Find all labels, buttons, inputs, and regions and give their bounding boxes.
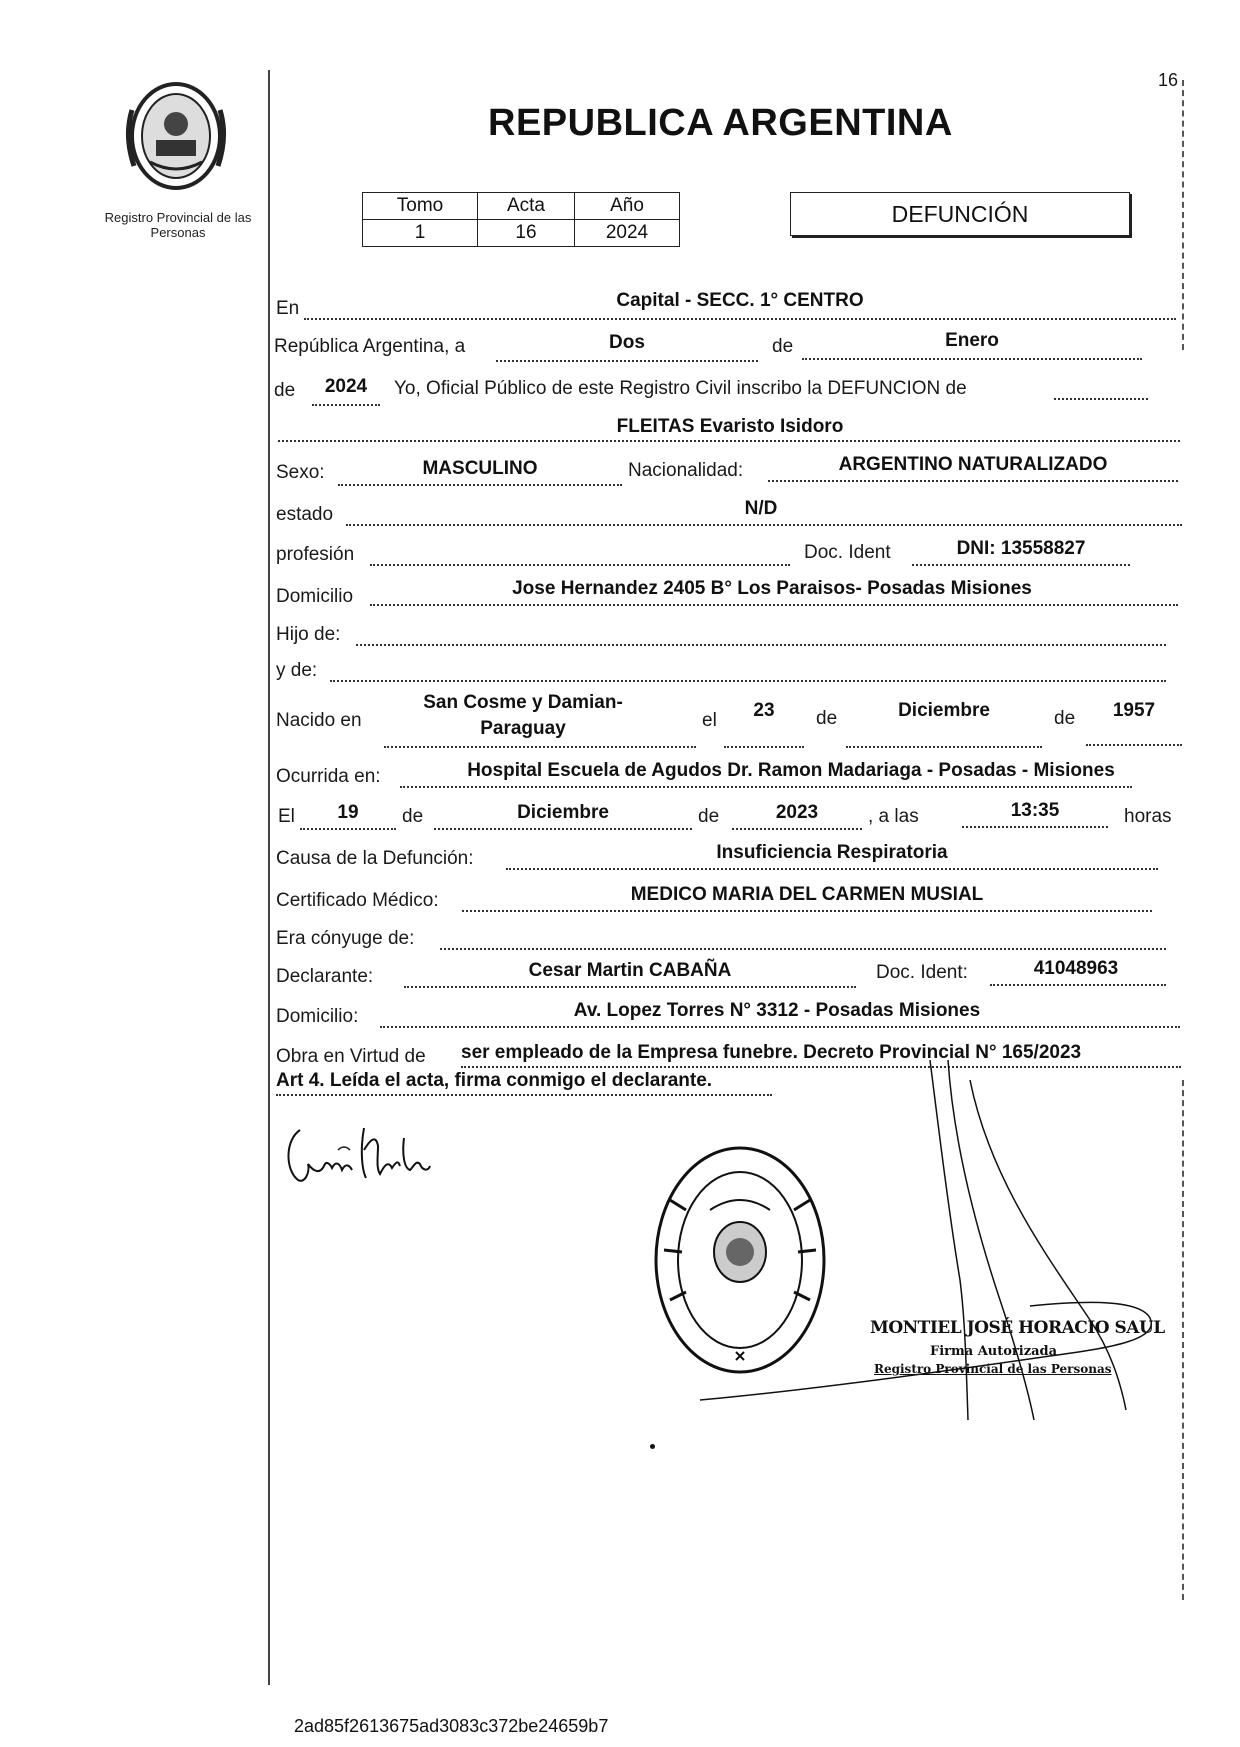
registry-name: Registro Provincial de las Personas — [104, 210, 252, 240]
dotted-line — [400, 786, 1132, 788]
value-obra-line1: ser empleado de la Empresa funebre. Decreto Provincial N° 165/2023 — [461, 1042, 1082, 1063]
header-anio: Año — [575, 193, 680, 220]
dotted-line — [846, 746, 1042, 748]
label-doc-ident: Doc. Ident — [804, 542, 891, 563]
dotted-line — [802, 358, 1142, 360]
value-death-year: 2023 — [775, 802, 819, 823]
label-certificado: Certificado Médico: — [276, 890, 439, 911]
record-table — [362, 192, 680, 247]
value-day-words: Dos — [609, 332, 645, 353]
value-cause: Insuficiencia Respiratoria — [716, 842, 948, 863]
official-name: MONTIEL JOSÉ HORACIO SAUL — [870, 1318, 1165, 1338]
dotted-line — [506, 868, 1158, 870]
label-domicilio: Domicilio — [276, 586, 354, 607]
dotted-line — [440, 948, 1166, 950]
dotted-line — [990, 984, 1166, 986]
right-margin-line — [1182, 80, 1184, 350]
dotted-line — [304, 318, 1176, 320]
label-obra: Obra en Virtud de — [276, 1046, 426, 1067]
dotted-line — [370, 604, 1178, 606]
province-seal — [120, 80, 232, 192]
label-declarante: Declarante: — [276, 966, 374, 987]
value-civil-status: N/D — [744, 498, 778, 519]
dotted-line — [356, 644, 1166, 646]
label-nacionalidad: Nacionalidad: — [628, 460, 744, 481]
label-de: de — [772, 336, 794, 357]
label-doc-ident-declarant: Doc. Ident: — [876, 962, 968, 983]
dotted-line — [768, 480, 1178, 482]
value-birthplace: San Cosme y Damian- Paraguay — [423, 692, 623, 739]
label-el: el — [702, 710, 717, 731]
value-year: 2024 — [324, 376, 368, 397]
official-office: Registro Provincial de las Personas — [874, 1362, 1112, 1376]
dotted-line — [300, 828, 396, 830]
label-de: de — [274, 380, 296, 401]
dotted-line — [462, 910, 1152, 912]
label-de: de — [698, 806, 720, 827]
value-death-time: 13:35 — [1010, 800, 1060, 821]
value-birth-day: 23 — [753, 700, 775, 721]
value-doc-ident: DNI: 13558827 — [956, 538, 1086, 559]
dotted-line — [962, 826, 1108, 828]
left-margin-line — [268, 70, 270, 1685]
value-birth-year: 1957 — [1112, 700, 1156, 721]
label-a-las: , a las — [868, 806, 919, 827]
label-de: de — [1054, 708, 1076, 729]
value-obra-line2: Art 4. Leída el acta, firma conmigo el declarante. — [276, 1070, 713, 1091]
header-acta: Acta — [478, 193, 575, 220]
label-el: El — [278, 806, 295, 827]
footer-hash: 2ad85f2613675ad3083c372be24659b7 — [294, 1716, 609, 1736]
value-anio: 2024 — [575, 220, 680, 247]
dotted-line — [732, 828, 862, 830]
value-declarant: Cesar Martin CABAÑA — [528, 960, 732, 981]
label-profesion: profesión — [276, 544, 355, 565]
value-tomo: 1 — [363, 220, 478, 247]
value-death-month: Diciembre — [517, 802, 609, 823]
value-medical-certificate: MEDICO MARIA DEL CARMEN MUSIAL — [630, 884, 984, 905]
dotted-line — [384, 746, 696, 748]
value-declarant-address: Av. Lopez Torres N° 3312 - Posadas Misiones — [573, 1000, 981, 1021]
label-de: de — [402, 806, 424, 827]
label-causa: Causa de la Defunción: — [276, 848, 474, 869]
official-role: Firma Autorizada — [930, 1344, 1058, 1359]
stray-dot — [650, 1444, 655, 1449]
value-birth-month: Diciembre — [898, 700, 990, 721]
label-de: de — [816, 708, 838, 729]
value-place: Capital - SECC. 1° CENTRO — [616, 290, 864, 311]
value-address: Jose Hernandez 2405 B° Los Paraisos- Posadas Misiones — [512, 578, 1032, 599]
value-acta: 16 — [478, 220, 575, 247]
label-hijo-de: Hijo de: — [276, 624, 341, 645]
dotted-line — [330, 680, 1166, 682]
dotted-line — [496, 360, 758, 362]
value-declarant-doc: 41048963 — [1033, 958, 1119, 979]
value-death-day: 19 — [337, 802, 359, 823]
value-sex: MASCULINO — [422, 458, 538, 479]
dotted-line — [346, 524, 1182, 526]
value-nationality: ARGENTINO NATURALIZADO — [838, 454, 1108, 475]
label-horas: horas — [1124, 806, 1172, 827]
dotted-line — [380, 1026, 1180, 1028]
dotted-line — [434, 828, 692, 830]
label-domicilio: Domicilio: — [276, 1006, 359, 1027]
label-ocurrida-en: Ocurrida en: — [276, 766, 381, 787]
label-nacido-en: Nacido en — [276, 710, 362, 731]
label-conyuge: Era cónyuge de: — [276, 928, 415, 949]
label-y-de: y de: — [276, 660, 318, 681]
dotted-line — [404, 986, 856, 988]
dotted-line — [278, 440, 1180, 442]
record-type-box: DEFUNCIÓN — [790, 192, 1130, 236]
label-en: En — [276, 298, 300, 319]
declarant-signature — [280, 1120, 440, 1190]
dotted-line — [912, 564, 1130, 566]
page-number: 16 — [1158, 70, 1179, 90]
dotted-line — [338, 484, 622, 486]
value-place-of-death: Hospital Escuela de Agudos Dr. Ramon Madariaga - Posadas - Misiones — [467, 760, 1115, 781]
value-deceased-name: FLEITAS Evaristo Isidoro — [616, 416, 844, 437]
label-republica: República Argentina, a — [274, 336, 466, 357]
dotted-line — [724, 746, 804, 748]
label-sexo: Sexo: — [276, 462, 325, 483]
header-tomo: Tomo — [363, 193, 478, 220]
value-month: Enero — [945, 330, 999, 351]
label-oficial: Yo, Oficial Público de este Registro Civil inscribo la DEFUNCION de — [394, 378, 967, 399]
dotted-line — [312, 404, 380, 406]
right-margin-line-lower — [1182, 1080, 1184, 1600]
dotted-line — [1086, 744, 1182, 746]
country-title: REPUBLICA ARGENTINA — [488, 102, 953, 144]
dotted-line — [1054, 398, 1148, 400]
label-estado: estado — [276, 504, 334, 525]
dotted-line — [370, 564, 790, 566]
